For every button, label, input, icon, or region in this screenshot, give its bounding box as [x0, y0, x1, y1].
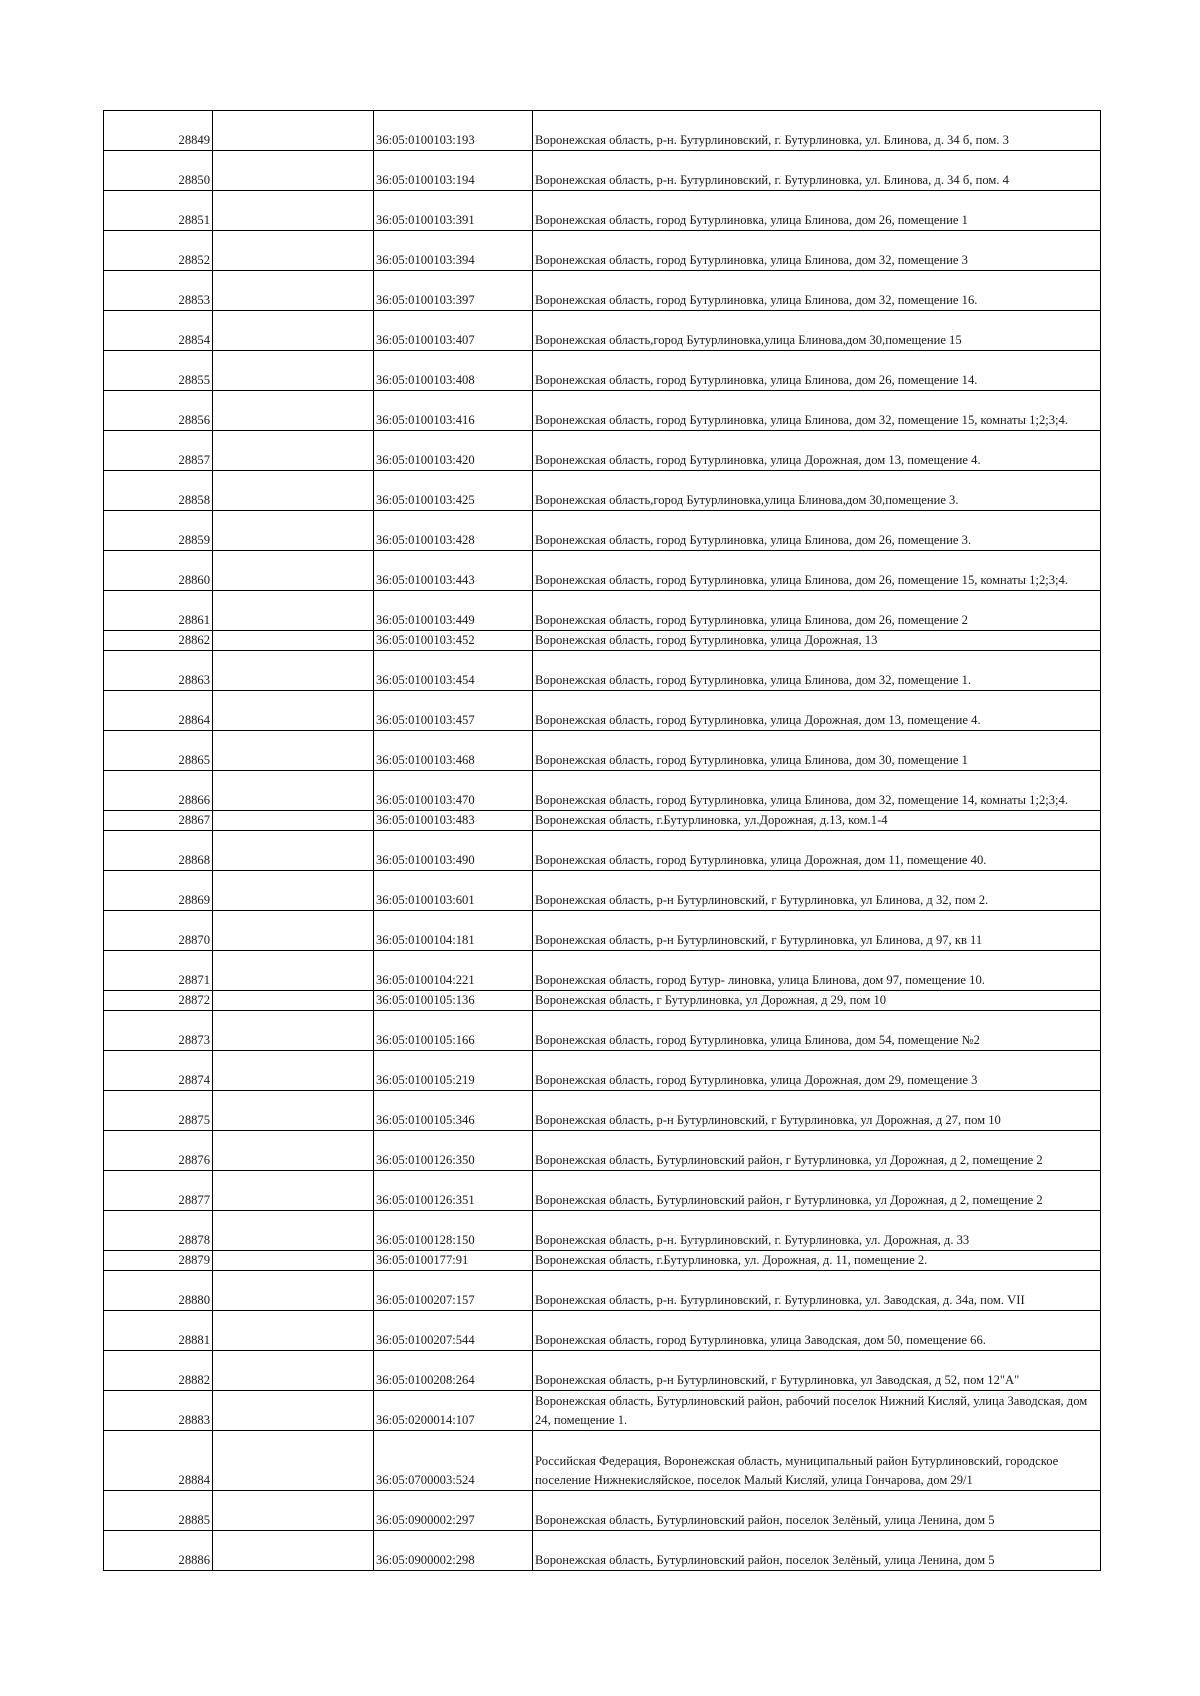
empty-cell — [213, 1391, 374, 1431]
property-address: Воронежская область, р-н. Бутурлиновский, г. Бутурлиновка, ул. Заводская, д. 34а, пом. VII — [533, 1271, 1101, 1311]
cadastral-number: 36:05:0100207:544 — [374, 1311, 533, 1351]
property-address: Воронежская область, город Бутурлиновка, улица Блинова, дом 54, помещение №2 — [533, 1011, 1101, 1051]
property-address: Воронежская область,город Бутурлиновка,улица Блинова,дом 30,помещение 15 — [533, 311, 1101, 351]
table-row — [104, 591, 1101, 631]
property-address: Воронежская область, Бутурлиновский район, г Бутурлиновка, ул Дорожная, д 2, помещение 2 — [533, 1171, 1101, 1211]
property-address: Воронежская область, город Бутурлиновка, улица Дорожная, дом 13, помещение 4. — [533, 431, 1101, 471]
empty-cell — [213, 1531, 374, 1571]
cadastral-number: 36:05:0100103:194 — [374, 151, 533, 191]
table-row — [104, 831, 1101, 871]
empty-cell — [213, 351, 374, 391]
record-number: 28879 — [104, 1251, 213, 1271]
record-number: 28883 — [104, 1391, 213, 1431]
empty-cell — [213, 691, 374, 731]
property-address: Воронежская область, город Бутур- линовка, улица Блинова, дом 97, помещение 10. — [533, 951, 1101, 991]
cadastral-number: 36:05:0100103:420 — [374, 431, 533, 471]
empty-cell — [213, 511, 374, 551]
property-address: Воронежская область, город Бутурлиновка, улица Дорожная, дом 13, помещение 4. — [533, 691, 1101, 731]
record-number: 28886 — [104, 1531, 213, 1571]
property-address: Воронежская область, город Бутурлиновка, улица Блинова, дом 32, помещение 14, комнаты 1;2;3;4. — [533, 771, 1101, 811]
table-row — [104, 1271, 1101, 1311]
property-address: Воронежская область, город Бутурлиновка, улица Дорожная, дом 29, помещение 3 — [533, 1051, 1101, 1091]
cadastral-number: 36:05:0100103:408 — [374, 351, 533, 391]
table-row — [104, 1351, 1101, 1391]
cadastral-number: 36:05:0700003:524 — [374, 1431, 533, 1491]
table-row — [104, 151, 1101, 191]
empty-cell — [213, 991, 374, 1011]
property-address: Воронежская область, город Бутурлиновка, улица Блинова, дом 32, помещение 16. — [533, 271, 1101, 311]
property-address: Воронежская область, город Бутурлиновка, улица Дорожная, дом 11, помещение 40. — [533, 831, 1101, 871]
property-address: Воронежская область, город Бутурлиновка, улица Блинова, дом 32, помещение 3 — [533, 231, 1101, 271]
empty-cell — [213, 771, 374, 811]
property-address: Воронежская область, город Бутурлиновка, улица Блинова, дом 26, помещение 2 — [533, 591, 1101, 631]
property-address: Воронежская область, Бутурлиновский район, рабочий поселок Нижний Кисляй, улица Заводская, дом 24, помещение 1. — [533, 1391, 1101, 1431]
empty-cell — [213, 391, 374, 431]
record-number: 28880 — [104, 1271, 213, 1311]
empty-cell — [213, 811, 374, 831]
empty-cell — [213, 1311, 374, 1351]
record-number: 28867 — [104, 811, 213, 831]
cadastral-number: 36:05:0100104:181 — [374, 911, 533, 951]
empty-cell — [213, 911, 374, 951]
record-number: 28854 — [104, 311, 213, 351]
empty-cell — [213, 1011, 374, 1051]
record-number: 28885 — [104, 1491, 213, 1531]
record-number: 28864 — [104, 691, 213, 731]
cadastral-number: 36:05:0100103:193 — [374, 111, 533, 151]
record-number: 28852 — [104, 231, 213, 271]
table-row — [104, 1391, 1101, 1431]
record-number: 28858 — [104, 471, 213, 511]
record-number: 28868 — [104, 831, 213, 871]
empty-cell — [213, 231, 374, 271]
empty-cell — [213, 111, 374, 151]
cadastral-number: 36:05:0100128:150 — [374, 1211, 533, 1251]
cadastral-number: 36:05:0100103:391 — [374, 191, 533, 231]
table-row — [104, 1211, 1101, 1251]
table-row — [104, 1011, 1101, 1051]
record-number: 28855 — [104, 351, 213, 391]
cadastral-number: 36:05:0100103:454 — [374, 651, 533, 691]
record-number: 28871 — [104, 951, 213, 991]
empty-cell — [213, 1051, 374, 1091]
empty-cell — [213, 1351, 374, 1391]
empty-cell — [213, 431, 374, 471]
table-row — [104, 911, 1101, 951]
property-address: Воронежская область, город Бутурлиновка, улица Блинова, дом 30, помещение 1 — [533, 731, 1101, 771]
table-row — [104, 631, 1101, 651]
record-number: 28875 — [104, 1091, 213, 1131]
empty-cell — [213, 1131, 374, 1171]
table-row — [104, 1311, 1101, 1351]
property-address: Воронежская область, р-н. Бутурлиновский, г. Бутурлиновка, ул. Блинова, д. 34 б, пом. 3 — [533, 111, 1101, 151]
cadastral-number: 36:05:0900002:298 — [374, 1531, 533, 1571]
table-row — [104, 1431, 1101, 1491]
empty-cell — [213, 311, 374, 351]
record-number: 28881 — [104, 1311, 213, 1351]
record-number: 28860 — [104, 551, 213, 591]
table-row — [104, 811, 1101, 831]
table-row — [104, 1131, 1101, 1171]
cadastral-number: 36:05:0100103:468 — [374, 731, 533, 771]
table-row — [104, 991, 1101, 1011]
table-row — [104, 1491, 1101, 1531]
cadastral-number: 36:05:0100208:264 — [374, 1351, 533, 1391]
table-row — [104, 871, 1101, 911]
cadastral-number: 36:05:0100103:601 — [374, 871, 533, 911]
cadastral-number: 36:05:0100105:219 — [374, 1051, 533, 1091]
table-row — [104, 771, 1101, 811]
empty-cell — [213, 551, 374, 591]
record-number: 28878 — [104, 1211, 213, 1251]
cadastral-number: 36:05:0100126:351 — [374, 1171, 533, 1211]
table-row — [104, 1091, 1101, 1131]
table-row — [104, 111, 1101, 151]
cadastral-number: 36:05:0100103:457 — [374, 691, 533, 731]
empty-cell — [213, 1491, 374, 1531]
cadastral-number: 36:05:0100103:470 — [374, 771, 533, 811]
record-number: 28859 — [104, 511, 213, 551]
table-row — [104, 691, 1101, 731]
property-address: Воронежская область, город Бутурлиновка, улица Блинова, дом 26, помещение 3. — [533, 511, 1101, 551]
empty-cell — [213, 1091, 374, 1131]
table-row — [104, 651, 1101, 691]
registry-page — [103, 110, 1100, 1571]
record-number: 28863 — [104, 651, 213, 691]
property-address: Воронежская область, р-н. Бутурлиновский, г. Бутурлиновка, ул. Дорожная, д. 33 — [533, 1211, 1101, 1251]
cadastral-number: 36:05:0100104:221 — [374, 951, 533, 991]
cadastral-number: 36:05:0100103:452 — [374, 631, 533, 651]
cadastral-number: 36:05:0100103:416 — [374, 391, 533, 431]
table-row — [104, 231, 1101, 271]
record-number: 28870 — [104, 911, 213, 951]
record-number: 28857 — [104, 431, 213, 471]
cadastral-number: 36:05:0100103:425 — [374, 471, 533, 511]
empty-cell — [213, 951, 374, 991]
table-row — [104, 431, 1101, 471]
table-row — [104, 471, 1101, 511]
empty-cell — [213, 591, 374, 631]
record-number: 28866 — [104, 771, 213, 811]
empty-cell — [213, 1271, 374, 1311]
empty-cell — [213, 831, 374, 871]
empty-cell — [213, 471, 374, 511]
record-number: 28861 — [104, 591, 213, 631]
empty-cell — [213, 271, 374, 311]
cadastral-number: 36:05:0100103:428 — [374, 511, 533, 551]
cadastral-number: 36:05:0100126:350 — [374, 1131, 533, 1171]
record-number: 28873 — [104, 1011, 213, 1051]
property-address: Воронежская область, город Бутурлиновка, улица Дорожная, 13 — [533, 631, 1101, 651]
table-row — [104, 1051, 1101, 1091]
cadastral-number: 36:05:0200014:107 — [374, 1391, 533, 1431]
record-number: 28853 — [104, 271, 213, 311]
property-address: Воронежская область, р-н Бутурлиновский, г Бутурлиновка, ул Заводская, д 52, пом 12"А" — [533, 1351, 1101, 1391]
table-row — [104, 351, 1101, 391]
property-address: Воронежская область, г Бутурлиновка, ул Дорожная, д 29, пом 10 — [533, 991, 1101, 1011]
empty-cell — [213, 1211, 374, 1251]
empty-cell — [213, 1171, 374, 1211]
record-number: 28850 — [104, 151, 213, 191]
registry-table-body — [104, 111, 1101, 1571]
property-address: Воронежская область, Бутурлиновский район, г Бутурлиновка, ул Дорожная, д 2, помещение 2 — [533, 1131, 1101, 1171]
property-address: Воронежская область, Бутурлиновский район, поселок Зелёный, улица Ленина, дом 5 — [533, 1531, 1101, 1571]
record-number: 28874 — [104, 1051, 213, 1091]
table-row — [104, 731, 1101, 771]
cadastral-number: 36:05:0100103:407 — [374, 311, 533, 351]
cadastral-number: 36:05:0900002:297 — [374, 1491, 533, 1531]
cadastral-number: 36:05:0100103:394 — [374, 231, 533, 271]
cadastral-number: 36:05:0100177:91 — [374, 1251, 533, 1271]
record-number: 28851 — [104, 191, 213, 231]
property-address: Воронежская область, город Бутурлиновка, улица Блинова, дом 26, помещение 15, комнаты 1;2;3;4. — [533, 551, 1101, 591]
property-address: Воронежская область, р-н Бутурлиновский, г Бутурлиновка, ул Блинова, д 32, пом 2. — [533, 871, 1101, 911]
property-address: Воронежская область, г.Бутурлиновка, ул.Дорожная, д.13, ком.1-4 — [533, 811, 1101, 831]
cadastral-number: 36:05:0100105:346 — [374, 1091, 533, 1131]
record-number: 28869 — [104, 871, 213, 911]
cadastral-number: 36:05:0100105:136 — [374, 991, 533, 1011]
cadastral-number: 36:05:0100103:397 — [374, 271, 533, 311]
empty-cell — [213, 631, 374, 651]
cadastral-number: 36:05:0100105:166 — [374, 1011, 533, 1051]
property-address: Воронежская область, город Бутурлиновка, улица Блинова, дом 32, помещение 1. — [533, 651, 1101, 691]
property-registry-table — [103, 110, 1101, 1571]
record-number: 28872 — [104, 991, 213, 1011]
cadastral-number: 36:05:0100103:443 — [374, 551, 533, 591]
table-row — [104, 191, 1101, 231]
record-number: 28877 — [104, 1171, 213, 1211]
empty-cell — [213, 151, 374, 191]
cadastral-number: 36:05:0100103:483 — [374, 811, 533, 831]
property-address: Воронежская область, г.Бутурлиновка, ул. Дорожная, д. 11, помещение 2. — [533, 1251, 1101, 1271]
table-row — [104, 951, 1101, 991]
table-row — [104, 391, 1101, 431]
property-address: Воронежская область, Бутурлиновский район, поселок Зелёный, улица Ленина, дом 5 — [533, 1491, 1101, 1531]
property-address: Воронежская область, город Бутурлиновка, улица Заводская, дом 50, помещение 66. — [533, 1311, 1101, 1351]
property-address: Воронежская область,город Бутурлиновка,улица Блинова,дом 30,помещение 3. — [533, 471, 1101, 511]
empty-cell — [213, 651, 374, 691]
table-row — [104, 271, 1101, 311]
cadastral-number: 36:05:0100103:490 — [374, 831, 533, 871]
record-number: 28876 — [104, 1131, 213, 1171]
record-number: 28882 — [104, 1351, 213, 1391]
table-row — [104, 1251, 1101, 1271]
empty-cell — [213, 191, 374, 231]
empty-cell — [213, 1251, 374, 1271]
record-number: 28865 — [104, 731, 213, 771]
cadastral-number: 36:05:0100103:449 — [374, 591, 533, 631]
table-row — [104, 311, 1101, 351]
record-number: 28884 — [104, 1431, 213, 1491]
record-number: 28856 — [104, 391, 213, 431]
property-address: Российская Федерация, Воронежская область, муниципальный район Бутурлиновский, городское поселение Нижнекисляйское, поселок Малый Кисляй, улица Гончарова, дом 29/1 — [533, 1431, 1101, 1491]
empty-cell — [213, 871, 374, 911]
property-address: Воронежская область, р-н. Бутурлиновский, г. Бутурлиновка, ул. Блинова, д. 34 б, пом. 4 — [533, 151, 1101, 191]
record-number: 28862 — [104, 631, 213, 651]
property-address: Воронежская область, город Бутурлиновка, улица Блинова, дом 32, помещение 15, комнаты 1;2;3;4. — [533, 391, 1101, 431]
property-address: Воронежская область, город Бутурлиновка, улица Блинова, дом 26, помещение 14. — [533, 351, 1101, 391]
property-address: Воронежская область, город Бутурлиновка, улица Блинова, дом 26, помещение 1 — [533, 191, 1101, 231]
empty-cell — [213, 731, 374, 771]
property-address: Воронежская область, р-н Бутурлиновский, г Бутурлиновка, ул Дорожная, д 27, пом 10 — [533, 1091, 1101, 1131]
cadastral-number: 36:05:0100207:157 — [374, 1271, 533, 1311]
table-row — [104, 1531, 1101, 1571]
empty-cell — [213, 1431, 374, 1491]
property-address: Воронежская область, р-н Бутурлиновский, г Бутурлиновка, ул Блинова, д 97, кв 11 — [533, 911, 1101, 951]
table-row — [104, 551, 1101, 591]
table-row — [104, 1171, 1101, 1211]
table-row — [104, 511, 1101, 551]
record-number: 28849 — [104, 111, 213, 151]
